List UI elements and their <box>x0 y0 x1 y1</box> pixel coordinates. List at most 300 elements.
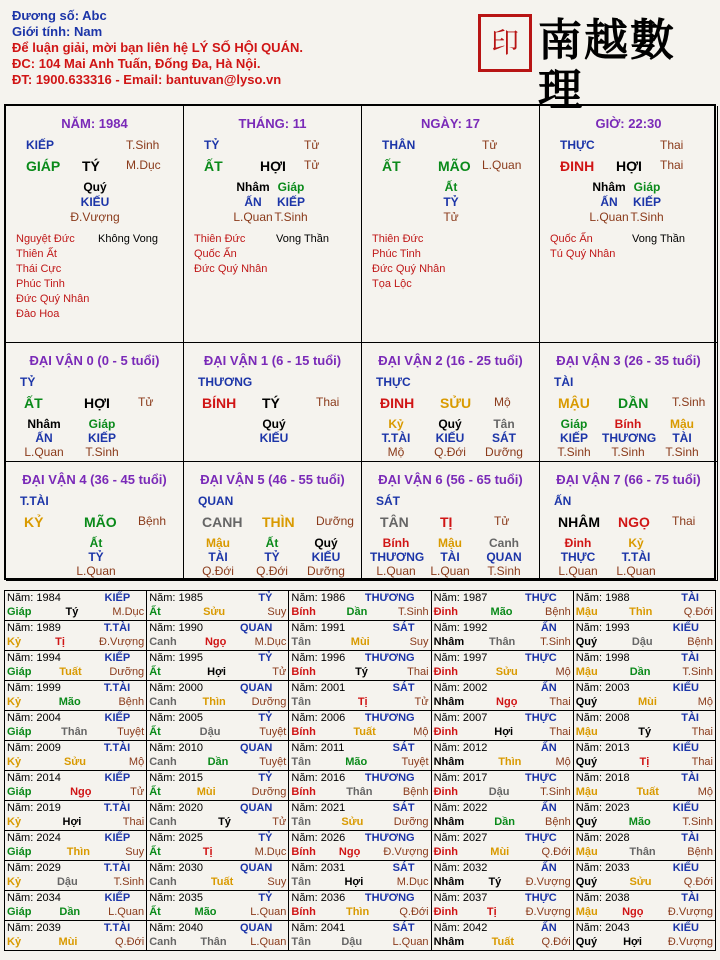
hidden-stem-name: Đinh <box>564 536 592 550</box>
year-stem: Canh <box>149 936 177 948</box>
year-stem: Canh <box>149 756 177 768</box>
year-line1 <box>434 621 571 635</box>
year-cell <box>431 591 573 621</box>
year-line2 <box>7 875 144 889</box>
year-line1 <box>291 741 428 755</box>
year-line2 <box>149 605 286 619</box>
year-label: Năm: 2004 <box>7 712 61 724</box>
year-line1 <box>434 681 571 695</box>
star-item: Phúc Tinh <box>16 278 65 290</box>
dai-van-hidden-stem <box>370 536 425 578</box>
year-stage: T.Sinh <box>682 816 713 828</box>
year-cell <box>289 771 431 801</box>
year-god: QUAN <box>239 862 273 874</box>
year-line1 <box>7 831 144 845</box>
year-label: Năm: 2042 <box>433 922 488 934</box>
year-label: Năm: 1995 <box>149 652 203 664</box>
year-label: Năm: 1992 <box>433 622 488 634</box>
year-god: THỰC <box>525 772 557 784</box>
year-line2 <box>7 755 144 769</box>
year-god: SÁT <box>392 862 415 874</box>
year-stem: Bính <box>291 606 316 618</box>
year-branch: Ngọ <box>338 846 361 858</box>
year-stem: Mậu <box>575 726 598 738</box>
year-god: THỰC <box>525 592 557 604</box>
hidden-stem-stage: Tử <box>443 210 459 224</box>
year-cell <box>431 771 573 801</box>
year-stem: Quý <box>575 816 598 828</box>
year-stage: Suy <box>125 846 145 858</box>
year-line1 <box>434 891 571 905</box>
year-stem: Canh <box>149 696 177 708</box>
year-stem: Bính <box>291 666 316 678</box>
year-label: Năm: 2036 <box>291 892 346 904</box>
dai-van-hidden-stem <box>602 417 657 459</box>
year-line2 <box>434 695 571 709</box>
year-line1 <box>434 741 571 755</box>
year-god: T.TÀI <box>103 922 131 934</box>
year-line1 <box>576 741 713 755</box>
year-label: Năm: 2001 <box>291 682 346 694</box>
year-stage: L.Quan <box>108 906 145 918</box>
year-god: KIẾP <box>104 592 131 604</box>
year-stem: Giáp <box>7 906 32 918</box>
year-row <box>5 801 716 831</box>
year-god: T.TÀI <box>103 862 131 874</box>
year-stage: Tử <box>272 816 287 828</box>
year-god: TÀI <box>681 712 699 724</box>
year-label: Năm: 2031 <box>291 862 346 874</box>
year-cell <box>5 621 147 651</box>
year-stage: Suy <box>409 636 429 648</box>
year-god: SÁT <box>392 742 415 754</box>
year-line2 <box>7 635 144 649</box>
year-label: Năm: 2034 <box>7 892 61 904</box>
year-line2 <box>149 845 286 859</box>
year-branch: Dậu <box>341 936 363 948</box>
year-branch: Tuất <box>353 726 376 738</box>
dai-van-stem: KỶ <box>24 514 44 530</box>
year-branch: Thìn <box>629 606 653 618</box>
year-stage: Thai <box>549 696 571 708</box>
year-cell <box>289 831 431 861</box>
hidden-stem-stage: T.Sinh <box>611 445 645 459</box>
year-line2 <box>434 815 571 829</box>
year-stem: Nhâm <box>433 636 465 648</box>
year-cell <box>431 861 573 891</box>
year-line1 <box>149 861 286 875</box>
year-branch: Thìn <box>498 756 522 768</box>
year-label: Năm: 1984 <box>7 592 61 604</box>
hidden-stem <box>266 180 316 225</box>
hidden-stem-name: Quý <box>438 417 462 431</box>
year-line2 <box>291 635 428 649</box>
year-label: Năm: 2022 <box>433 802 488 814</box>
year-god: TỶ <box>258 892 273 904</box>
dai-van-hidden-stem <box>70 536 122 578</box>
year-god: KIẾU <box>672 922 699 934</box>
year-line2 <box>291 935 428 949</box>
year-stage: Đ.Vượng <box>525 876 571 888</box>
star-item: Tú Quý Nhân <box>550 248 616 260</box>
year-stem: Đinh <box>433 606 459 618</box>
year-stem: Giáp <box>7 666 32 678</box>
hidden-stem-name: Ất <box>89 536 103 550</box>
year-god: TỶ <box>258 592 273 604</box>
year-line1 <box>7 651 144 665</box>
year-stage: Bệnh <box>402 786 429 798</box>
pillar-title: THÁNG: 11 <box>238 116 307 131</box>
year-line1 <box>291 681 428 695</box>
year-branch: Dần <box>207 756 229 768</box>
year-label: Năm: 2035 <box>149 892 203 904</box>
pillar-cell-1 <box>184 106 362 343</box>
year-line2 <box>576 755 713 769</box>
hidden-stem-god: TỶ <box>443 195 459 209</box>
year-line1 <box>434 921 571 935</box>
year-stem: Quý <box>575 756 598 768</box>
year-cell <box>431 711 573 741</box>
year-cell <box>147 861 289 891</box>
hidden-stem-stage: L.Quan <box>558 564 598 578</box>
year-stage: Tuyệt <box>401 756 429 768</box>
star-item: Thiên Đức <box>194 233 246 245</box>
year-branch: Tý <box>355 666 368 678</box>
year-line1 <box>434 651 571 665</box>
year-branch: Thìn <box>66 846 90 858</box>
year-stage: Bệnh <box>118 696 145 708</box>
year-cell <box>573 861 715 891</box>
year-stage: Mộ <box>697 786 713 798</box>
address-line: ĐC: 104 Mai Anh Tuấn, Đống Đa, Hà Nội. <box>12 56 261 71</box>
year-line1 <box>434 711 571 725</box>
year-label: Năm: 2030 <box>149 862 203 874</box>
hidden-stem-name: Bính <box>382 536 410 550</box>
year-row <box>5 591 716 621</box>
year-god: ẤN <box>540 922 557 934</box>
year-branch: Dần <box>59 906 81 918</box>
year-cell <box>5 711 147 741</box>
year-line2 <box>291 905 428 919</box>
year-line2 <box>434 935 571 949</box>
year-cell <box>431 801 573 831</box>
year-stem: Kỷ <box>7 636 22 648</box>
year-line1 <box>576 591 713 605</box>
year-line2 <box>291 605 428 619</box>
year-stage: Bệnh <box>545 606 571 618</box>
year-line2 <box>434 785 571 799</box>
year-cell <box>147 801 289 831</box>
hidden-stem-god: KIẾU <box>311 550 341 564</box>
year-branch: Tý <box>638 726 652 738</box>
year-cell <box>573 621 715 651</box>
year-line1 <box>291 591 428 605</box>
year-cell <box>147 771 289 801</box>
year-stage: Đ.Vượng <box>383 846 429 858</box>
year-line1 <box>576 891 713 905</box>
pillar-branch-stage: M.Dục <box>126 158 161 172</box>
year-line2 <box>434 755 571 769</box>
year-label: Năm: 1998 <box>575 652 630 664</box>
year-branch: Mùi <box>196 786 216 798</box>
year-stage: T.Sinh <box>397 606 429 618</box>
year-branch: Dậu <box>631 636 653 648</box>
year-stem: Kỷ <box>7 696 22 708</box>
year-line1 <box>149 891 286 905</box>
year-stage: Bệnh <box>687 636 713 648</box>
year-god: THỰC <box>525 712 557 724</box>
year-stem: Ất <box>149 666 161 678</box>
year-cell <box>147 711 289 741</box>
dai-van-hidden-stem <box>424 417 476 459</box>
year-cell <box>289 591 431 621</box>
year-branch: Tuất <box>636 786 659 798</box>
year-label: Năm: 2032 <box>433 862 488 874</box>
year-stem: Canh <box>149 636 177 648</box>
dai-van-branch: THÌN <box>262 514 295 530</box>
year-label: Năm: 2018 <box>575 772 630 784</box>
year-stage: Đ.Vượng <box>525 906 571 918</box>
year-branch: Thân <box>629 846 656 858</box>
year-branch: Thìn <box>202 696 226 708</box>
year-cell <box>147 741 289 771</box>
year-stem: Đinh <box>433 786 459 798</box>
year-cell <box>573 771 715 801</box>
year-stem: Canh <box>149 816 177 828</box>
dai-van-hidden-stem <box>656 417 708 459</box>
year-line2 <box>7 905 144 919</box>
year-cell <box>289 681 431 711</box>
year-label: Năm: 1986 <box>291 592 346 604</box>
pillar-top-stage: Tử <box>482 138 498 152</box>
year-line2 <box>149 785 286 799</box>
year-line2 <box>576 725 713 739</box>
year-line1 <box>149 651 286 665</box>
year-line1 <box>7 741 144 755</box>
star-item: Phúc Tinh <box>372 248 421 260</box>
phone-email-line: ĐT: 1900.633316 - Email: bantuvan@lyso.vn <box>12 72 282 87</box>
dai-van-branch-stage: Bệnh <box>138 514 167 528</box>
year-cell <box>5 921 147 951</box>
year-cell <box>431 921 573 951</box>
year-branch: Dậu <box>488 786 510 798</box>
dai-van-hidden-stem <box>76 417 128 459</box>
dai-van-cell-1 <box>184 343 362 462</box>
year-row <box>5 921 716 951</box>
year-stage: Thai <box>691 756 713 768</box>
year-row <box>5 681 716 711</box>
hidden-stem-god: T.TÀI <box>381 431 411 445</box>
year-branch: Dần <box>629 666 651 678</box>
year-label: Năm: 2007 <box>433 712 488 724</box>
year-label: Năm: 2021 <box>291 802 346 814</box>
year-label: Năm: 1989 <box>7 622 61 634</box>
dai-van-top-god: TỶ <box>20 375 36 389</box>
year-label: Năm: 2020 <box>149 802 203 814</box>
year-stem: Giáp <box>7 786 32 798</box>
year-line2 <box>434 845 571 859</box>
year-table <box>4 590 716 951</box>
year-cell <box>573 891 715 921</box>
year-stem: Bính <box>291 906 316 918</box>
year-line2 <box>149 725 286 739</box>
year-line2 <box>291 725 428 739</box>
year-stem: Ất <box>149 906 161 918</box>
year-line2 <box>149 755 286 769</box>
year-line1 <box>576 711 713 725</box>
dai-van-cell-5 <box>184 462 362 581</box>
dai-van-title: ĐẠI VẬN 2 (16 - 25 tuổi) <box>378 353 523 368</box>
hidden-stem-stage: Q.Đới <box>202 564 234 578</box>
year-line2 <box>576 905 713 919</box>
year-label: Năm: 2041 <box>291 922 346 934</box>
dai-van-hidden-stem <box>548 417 600 459</box>
year-line1 <box>149 831 286 845</box>
year-stage: Dưỡng <box>393 816 429 828</box>
year-stage: Tử <box>130 786 145 798</box>
dai-van-cell-7 <box>540 462 718 581</box>
year-cell <box>289 861 431 891</box>
year-stage: Tử <box>414 696 429 708</box>
year-branch: Hợi <box>623 936 642 948</box>
stars-left <box>16 232 89 322</box>
year-line2 <box>291 845 428 859</box>
year-stem: Quý <box>575 696 598 708</box>
year-cell <box>289 651 431 681</box>
year-branch: Dậu <box>56 876 78 888</box>
year-branch: Dần <box>494 816 515 828</box>
dai-van-hidden-stem <box>610 536 662 578</box>
pillar-branch-stage: Thai <box>660 158 684 172</box>
year-branch: Mão <box>194 906 217 918</box>
year-line2 <box>7 605 144 619</box>
dai-van-branch-stage: Tử <box>138 395 154 409</box>
year-row <box>5 651 716 681</box>
logo <box>478 10 710 116</box>
year-line2 <box>291 815 428 829</box>
year-branch: Sửu <box>341 816 364 828</box>
year-branch: Hợi <box>494 726 514 738</box>
year-line2 <box>434 875 571 889</box>
pillar-top-stage: T.Sinh <box>126 138 160 152</box>
hidden-stem-name: Quý <box>314 536 338 550</box>
hidden-stem-god: ẤN <box>244 195 262 209</box>
year-stem: Bính <box>291 846 316 858</box>
pillar-branch-stage: Tử <box>304 158 320 172</box>
year-branch: Hợi <box>207 666 226 678</box>
year-stem: Bính <box>291 726 316 738</box>
year-line2 <box>149 665 286 679</box>
year-stage: Bệnh <box>687 846 713 858</box>
year-line1 <box>576 921 713 935</box>
dai-van-top-god: THƯƠNG <box>198 375 253 389</box>
year-stem: Tân <box>291 756 311 768</box>
year-stage: Mộ <box>555 666 571 678</box>
year-branch: Mão <box>490 606 513 618</box>
year-stem: Đinh <box>433 846 459 858</box>
dai-van-hidden-stem <box>248 417 300 445</box>
year-branch: Mão <box>628 816 651 828</box>
year-label: Năm: 1996 <box>291 652 346 664</box>
year-cell <box>289 891 431 921</box>
year-god: THƯƠNG <box>364 712 415 724</box>
year-cell <box>5 741 147 771</box>
year-row <box>5 891 716 921</box>
year-cell <box>5 591 147 621</box>
year-cell <box>431 621 573 651</box>
dai-van-branch-stage: Thai <box>316 395 340 409</box>
year-label: Năm: 1993 <box>575 622 630 634</box>
year-stage: T.Sinh <box>540 786 571 798</box>
year-stage: Mộ <box>555 756 571 768</box>
year-line1 <box>149 621 286 635</box>
year-line2 <box>434 665 571 679</box>
year-row <box>5 771 716 801</box>
year-god: TỶ <box>258 712 273 724</box>
hidden-stem-god: TỶ <box>88 550 104 564</box>
hidden-stem-stage: Q.Đới <box>256 564 288 578</box>
year-line2 <box>576 635 713 649</box>
year-label: Năm: 2008 <box>575 712 630 724</box>
year-line1 <box>291 621 428 635</box>
dai-van-hidden-stem <box>478 536 530 578</box>
dai-van-branch: MÃO <box>84 514 117 530</box>
chart-grid <box>4 104 716 580</box>
year-god: ẤN <box>540 802 557 814</box>
year-branch: Tuất <box>59 666 82 678</box>
year-god: KIẾP <box>104 832 131 844</box>
year-line2 <box>7 785 144 799</box>
year-line2 <box>576 935 713 949</box>
star-item: Nguyệt Đức <box>16 233 75 245</box>
year-god: KIẾU <box>672 682 699 694</box>
year-stage: Thai <box>691 726 713 738</box>
year-stage: Mộ <box>128 756 145 768</box>
year-stem: Kỷ <box>7 756 22 768</box>
year-line2 <box>149 935 286 949</box>
dai-van-branch-stage: Thai <box>672 514 696 528</box>
year-label: Năm: 2009 <box>7 742 61 754</box>
year-cell <box>431 651 573 681</box>
year-god: TÀI <box>681 772 699 784</box>
year-line1 <box>149 591 286 605</box>
dai-van-hidden-stem <box>424 536 476 578</box>
year-stem: Mậu <box>575 606 598 618</box>
year-stage: Mộ <box>413 726 429 738</box>
star-item: Quốc Ấn <box>194 248 237 260</box>
stars-right <box>98 232 158 247</box>
year-god: QUAN <box>239 802 273 814</box>
year-branch: Tuất <box>491 936 515 948</box>
year-stem: Ất <box>149 606 161 618</box>
dai-van-hidden-stem <box>192 536 244 578</box>
year-stage: Dưỡng <box>251 696 287 708</box>
year-cell <box>289 801 431 831</box>
year-god: SÁT <box>392 622 415 634</box>
dai-van-stem: CANH <box>202 514 243 530</box>
year-stem: Ất <box>149 846 161 858</box>
year-stage: Đ.Vượng <box>667 936 713 948</box>
star-item: Vong Thần <box>276 233 330 245</box>
year-line1 <box>149 801 286 815</box>
year-stage: Q.Đới <box>541 846 571 858</box>
hidden-stem-name: Nhâm <box>236 180 270 194</box>
dai-van-stem: ĐINH <box>380 395 415 411</box>
star-item: Tọa Lộc <box>372 278 412 290</box>
dai-van-cell-2 <box>362 343 540 462</box>
year-god: KIẾP <box>104 712 131 724</box>
year-branch: Sửu <box>203 606 226 618</box>
